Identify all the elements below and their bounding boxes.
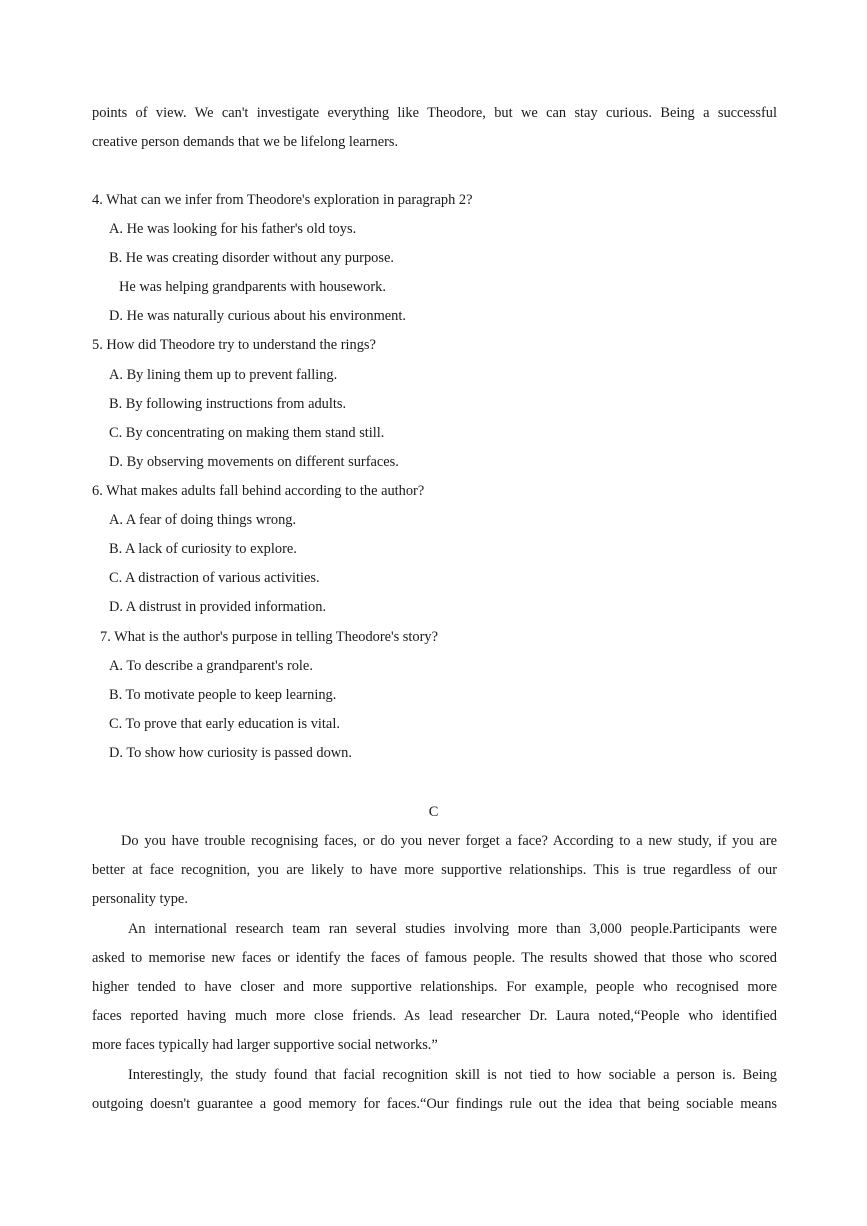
option-a: A. To describe a grandparent's role. (109, 658, 313, 674)
text-line: An international research team ran several studies involving more than 3,000 people.Participants were (128, 921, 777, 937)
question-stem: 4. What can we infer from Theodore's exploration in paragraph 2? (92, 192, 473, 208)
text-line: personality type. (92, 891, 188, 907)
text-line: better at face recognition, you are likely to have more supportive relationships. This is true regardless of our (92, 862, 777, 878)
option-b: B. To motivate people to keep learning. (109, 687, 337, 703)
option-c: He was helping grandparents with housework. (119, 279, 386, 295)
text-line: points of view. We can't investigate everything like Theodore, but we can stay curious. Being a successful (92, 105, 777, 121)
text-line: creative person demands that we be lifelong learners. (92, 134, 399, 150)
option-d: D. A distrust in provided information. (109, 599, 327, 615)
question-stem: 6. What makes adults fall behind according to the author? (92, 483, 425, 499)
text-line: outgoing doesn't guarantee a good memory for faces.“Our findings rule out the idea that being sociable means (92, 1096, 777, 1112)
option-d: D. He was naturally curious about his environment. (109, 308, 406, 324)
option-d: D. By observing movements on different surfaces. (109, 454, 399, 470)
text-line: more faces typically had larger supportive social networks.” (92, 1037, 438, 1053)
option-a: A. A fear of doing things wrong. (109, 512, 297, 528)
option-c: C. A distraction of various activities. (109, 570, 320, 586)
text-line: Do you have trouble recognising faces, or do you never forget a face? According to a new study, if you are (121, 833, 777, 849)
text-line: faces reported having much more close friends. As lead researcher Dr. Laura noted,“People who identified (92, 1008, 777, 1024)
option-b: B. By following instructions from adults. (109, 396, 347, 412)
question-stem: 7. What is the author's purpose in telling Theodore's story? (100, 629, 438, 645)
text-line: asked to memorise new faces or identify the faces of famous people. The results showed that those who scored (92, 950, 777, 966)
section-heading: C (428, 804, 439, 820)
option-b: B. He was creating disorder without any purpose. (109, 250, 394, 266)
option-a: A. He was looking for his father's old toys. (109, 221, 357, 237)
text-line: higher tended to have closer and more supportive relationships. For example, people who recognised more (92, 979, 777, 995)
question-stem: 5. How did Theodore try to understand the rings? (92, 337, 376, 353)
option-b: B. A lack of curiosity to explore. (109, 541, 297, 557)
option-d: D. To show how curiosity is passed down. (109, 745, 352, 761)
option-a: A. By lining them up to prevent falling. (109, 367, 338, 383)
option-c: C. By concentrating on making them stand still. (109, 425, 385, 441)
option-c: C. To prove that early education is vital. (109, 716, 340, 732)
text-line: Interestingly, the study found that facial recognition skill is not tied to how sociable a person is. Being (128, 1067, 777, 1083)
